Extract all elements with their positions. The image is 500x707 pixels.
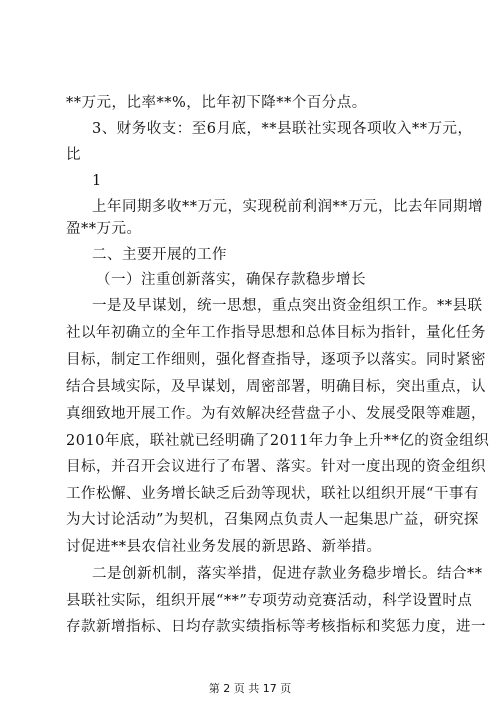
text-line: 存款新增指标、日均存款实绩指标等考核指标和奖惩力度，进一 xyxy=(66,619,486,635)
text-line: 目标，并召开会议进行了布署、落实。针对一度出现的资金组织 xyxy=(66,459,486,475)
page-number-fragment: 1 xyxy=(92,173,102,189)
text-line: 县联社实际，组织开展“**”专项劳动竞赛活动，科学设置时点 xyxy=(66,593,473,609)
text-line: 2010年底，联社就已经明确了2011年力争上升**亿的资金组织 xyxy=(66,433,490,449)
text-line: 结合县域实际，及早谋划，周密部署，明确目标，突出重点，认 xyxy=(66,379,486,395)
text-line: 上年同期多收**万元，实现税前利润**万元，比去年同期增 xyxy=(92,199,483,215)
text-line: 3、财务收支：至6月底，**县联社实现各项收入**万元， xyxy=(92,121,473,137)
text-line: 目标，制定工作细则，强化督查指导，逐项予以落实。同时紧密 xyxy=(66,352,486,368)
text-line: 社以年初确立的全年工作指导思想和总体目标为指针，量化任务 xyxy=(66,325,486,341)
text-line: 讨促进**县农信社业务发展的新思路、新举措。 xyxy=(66,539,382,555)
text-line: 盈**万元。 xyxy=(66,221,142,237)
section-heading: 二、主要开展的工作 xyxy=(92,247,227,263)
text-line: 比 xyxy=(66,147,81,163)
subsection-heading: （一）注重创新落实，确保存款稳步增长 xyxy=(96,272,366,288)
text-line: 二是创新机制，落实举措，促进存款业务稳步增长。结合** xyxy=(92,566,483,582)
text-line: 为大讨论活动”为契机，召集网点负责人一起集思广益，研究探 xyxy=(66,512,479,528)
page-footer: 第 2 页 共 17 页 xyxy=(208,682,292,695)
text-line: 真细致地开展工作。为有效解决经营盘子小、发展受限等难题， xyxy=(66,406,486,422)
text-line: 工作松懈、业务增长缺乏后劲等现状，联社以组织开展“干事有 xyxy=(66,486,479,502)
text-line: 一是及早谋划，统一思想，重点突出资金组织工作。**县联 xyxy=(92,298,483,314)
text-line: **万元，比率**%，比年初下降**个百分点。 xyxy=(66,95,367,111)
